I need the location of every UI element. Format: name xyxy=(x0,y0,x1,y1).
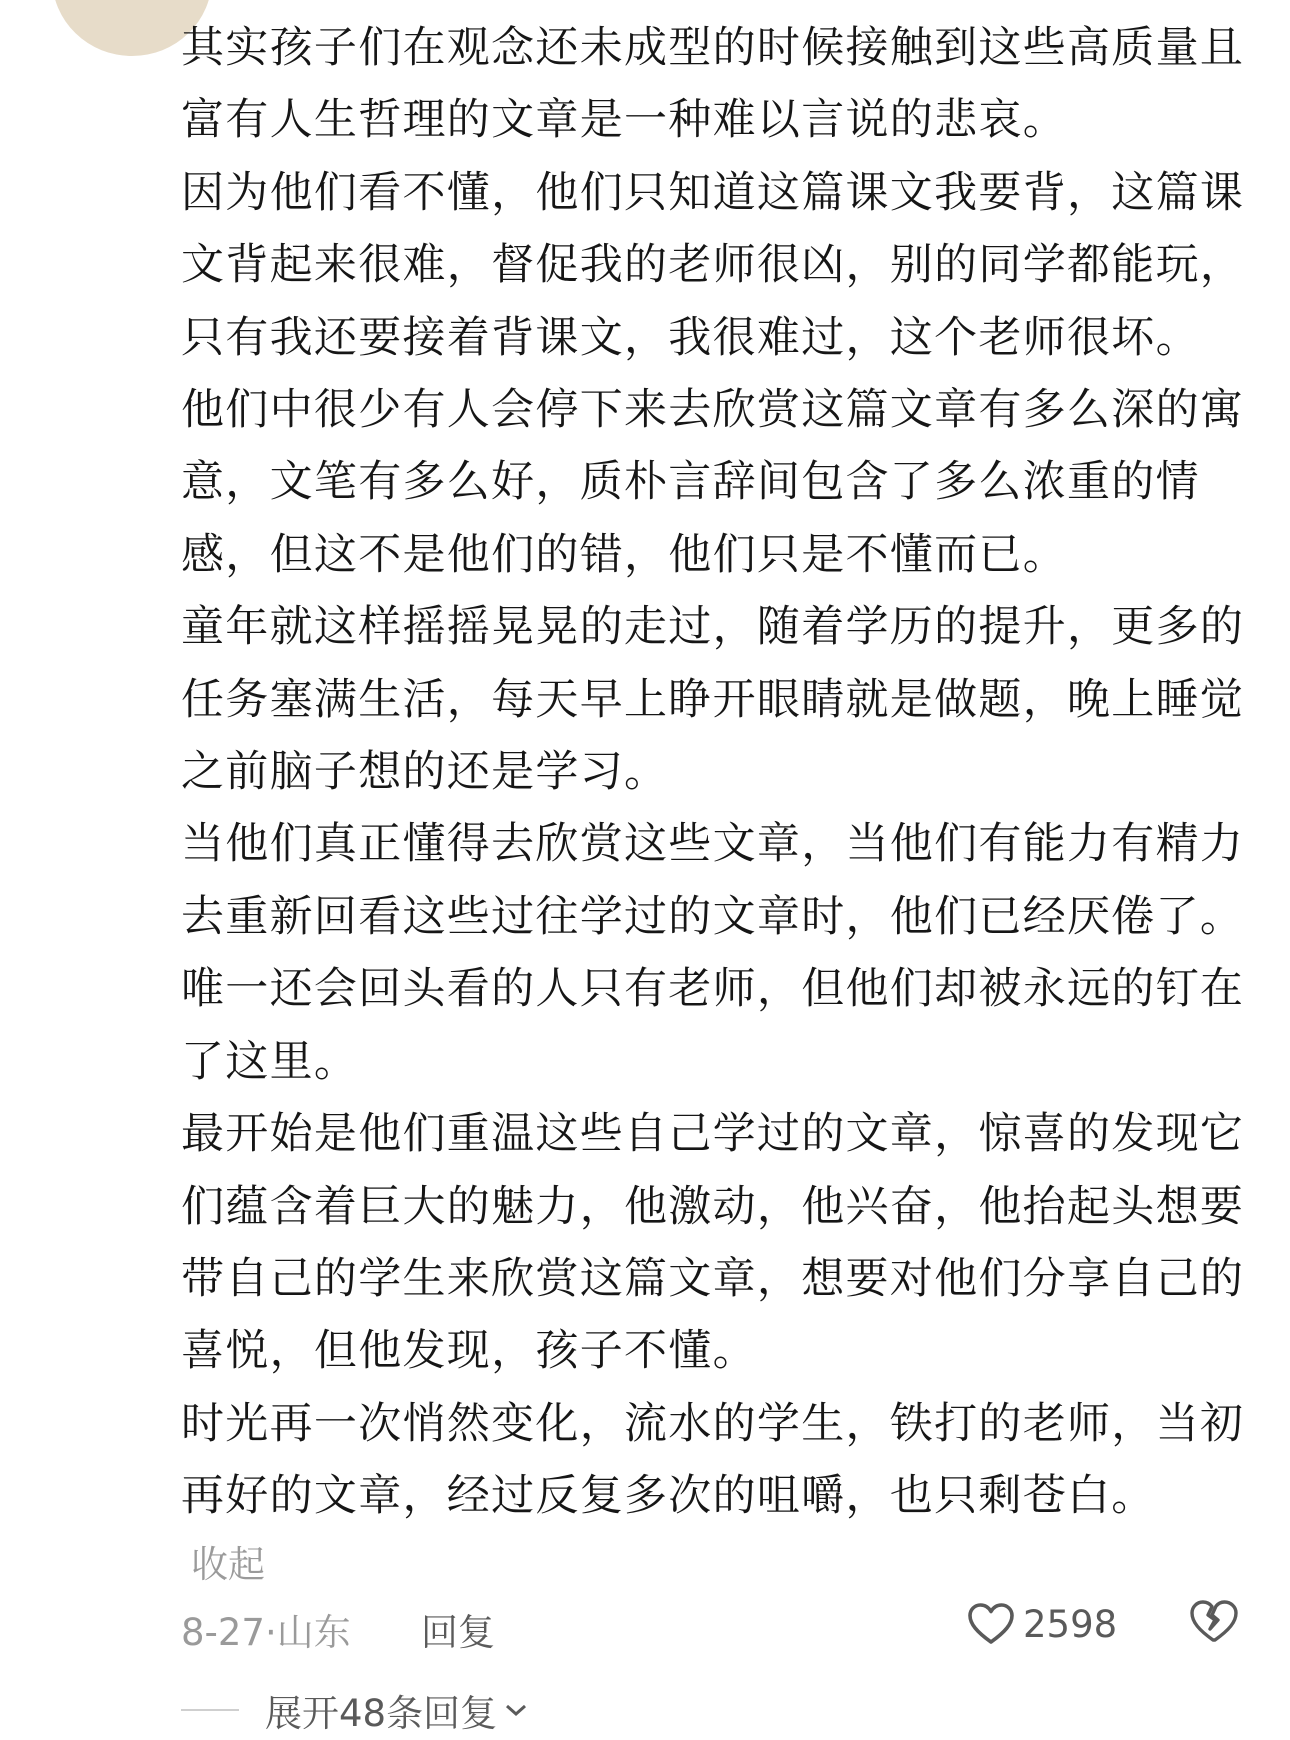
comment-paragraph: 时光再一次悄然变化，流水的学生，铁打的老师，当初再好的文章，经过反复多次的咀嚼，也只剩苍白。 xyxy=(181,1398,1245,1522)
like-button[interactable] xyxy=(967,1596,1117,1652)
comment-paragraph: 童年就这样摇摇晃晃的走过，随着学历的提升，更多的任务塞满生活，每天早上睁开眼睛就是做题，晚上睡觉之前脑子想的还是学习。 xyxy=(181,602,1245,798)
reply-button[interactable]: 回复 xyxy=(421,1611,495,1654)
heart-outline-icon xyxy=(967,1602,1015,1646)
expand-replies-button[interactable]: 展开48条回复 xyxy=(265,1692,498,1735)
comment-paragraph: 最开始是他们重温这些自己学过的文章，惊喜的发现它们蕴含着巨大的魅力，他激动，他兴奋，他抬起头想要带自己的学生来欣赏这篇文章，想要对他们分享自己的喜悦，但他发现，孩子不懂。 xyxy=(181,1109,1245,1377)
like-count: 2598 xyxy=(1023,1602,1118,1646)
divider-line xyxy=(181,1709,239,1711)
comment-body xyxy=(181,12,1261,1533)
expand-replies-row[interactable] xyxy=(181,1680,529,1740)
broken-heart-icon xyxy=(1189,1598,1239,1644)
frog-avatar-icon xyxy=(92,0,172,4)
chevron-down-icon xyxy=(503,1701,529,1719)
comment-paragraph: 其实孩子们在观念还未成型的时候接触到这些高质量且富有人生哲理的文章是一种难以言说的悲哀。 xyxy=(181,23,1245,146)
comment-paragraph: 当他们真正懂得去欣赏这些文章，当他们有能力有精力去重新回看这些过往学过的文章时，他们已经厌倦了。 xyxy=(181,819,1245,942)
comment-date-location: 8-27·山东 xyxy=(181,1611,351,1654)
comment-paragraph: 唯一还会回头看的人只有老师，但他们却被永远的钉在了这里。 xyxy=(181,964,1245,1087)
collapse-button[interactable]: 收起 xyxy=(191,1543,265,1586)
dislike-button[interactable] xyxy=(1189,1598,1239,1648)
comment-meta-row xyxy=(181,1596,1281,1656)
comment-paragraph: 因为他们看不懂，他们只知道这篇课文我要背，这篇课文背起来很难，督促我的老师很凶，别的同学都能玩，只有我还要接着背课文，我很难过，这个老师很坏。 xyxy=(181,167,1245,363)
comment-paragraph: 他们中很少有人会停下来去欣赏这篇文章有多么深的寓意，文笔有多么好，质朴言辞间包含了多么浓重的情感，但这不是他们的错，他们只是不懂而已。 xyxy=(181,385,1245,580)
